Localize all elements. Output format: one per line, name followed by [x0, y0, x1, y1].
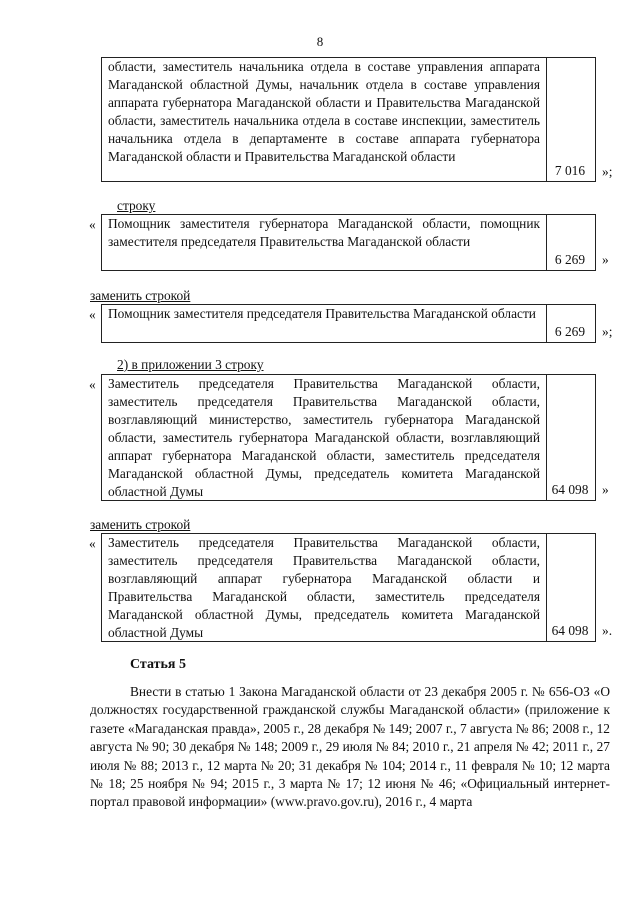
label-replace: заменить строкой — [90, 288, 191, 303]
article-heading: Статья 5 — [130, 657, 186, 672]
closing-quote: »; — [602, 324, 613, 339]
opening-quote: « — [89, 536, 96, 551]
opening-quote: « — [89, 307, 96, 322]
closing-quote: »; — [602, 164, 613, 179]
row-description: области, заместитель начальника отдела в составе управления аппарата Магаданской областной Думы, начальник отдела в составе управления аппарата губернатора Магаданской области и Правительства Магаданской области, заместитель начальника отдела в составе инспекции, заместитель начальника отдела в департаменте в составе аппарата губернатора Магаданской области и Правительства Магаданской области — [102, 58, 547, 181]
row-description: Заместитель председателя Правительства Магаданской области, заместитель председателя Правительства Магаданской области, возглавляющий министерство, заместитель губернатора Магаданской области, заместитель губернатора Магаданской области, возглавляющий аппарат губернатора Магаданской области, заместитель председателя Магаданской областной Думы, председатель комитета Магаданской областной Думы — [102, 375, 547, 500]
table-row-block1 — [101, 57, 596, 182]
row-value: 64 098 — [551, 482, 589, 497]
row-description: Помощник заместителя председателя Правительства Магаданской области — [102, 305, 547, 342]
row-value: 7 016 — [554, 163, 586, 178]
closing-quote: » — [602, 482, 609, 497]
table-row-block3 — [101, 304, 596, 343]
row-value: 64 098 — [551, 623, 589, 638]
label-row: строку — [117, 198, 156, 213]
label-replace: заменить строкой — [90, 517, 191, 532]
row-description: Помощник заместителя губернатора Магаданской области, помощник заместителя председателя Правительства Магаданской области — [102, 215, 547, 270]
row-value: 6 269 — [554, 324, 586, 339]
table-row-block4 — [101, 374, 596, 501]
article-paragraph: Внести в статью 1 Закона Магаданской области от 23 декабря 2005 г. № 656-ОЗ «О должностях государственной гражданской службы Магаданской области» (приложение к газете «Магаданская правда», 2005 г., 28 декабря № 149; 2007 г., 7 августа № 86; 2008 г., 12 августа № 90; 30 декабря № 148; 2009 г., 29 июля № 84; 2010 г., 21 апреля № 42; 2011 г., 27 июля № 88; 2013 г., 12 марта № 20; 31 декабря № 104; 2014 г., 11 февраля № 10; 12 марта № 18; 25 ноября № 94; 2015 г., 3 марта № 17; 12 июня № 46; «Официальный интернет-портал правовой информации» (www.pravo.gov.ru), 2016 г., 4 марта — [90, 684, 610, 810]
opening-quote: « — [89, 217, 96, 232]
row-description: Заместитель председателя Правительства Магаданской области, заместитель председателя Правительства Магаданской области, возглавляющий аппарат губернатора Магаданской области и Правительства Магаданской области, заместитель председателя Магаданской областной Думы, председатель комитета Магаданской областной Думы — [102, 534, 547, 641]
closing-quote: » — [602, 252, 609, 267]
page-number: 8 — [316, 34, 324, 49]
label-appendix: 2) в приложении 3 строку — [117, 357, 264, 372]
closing-quote: ». — [602, 623, 613, 638]
table-row-block2 — [101, 214, 596, 271]
row-value: 6 269 — [554, 252, 586, 267]
table-row-block5 — [101, 533, 596, 642]
opening-quote: « — [89, 377, 96, 392]
